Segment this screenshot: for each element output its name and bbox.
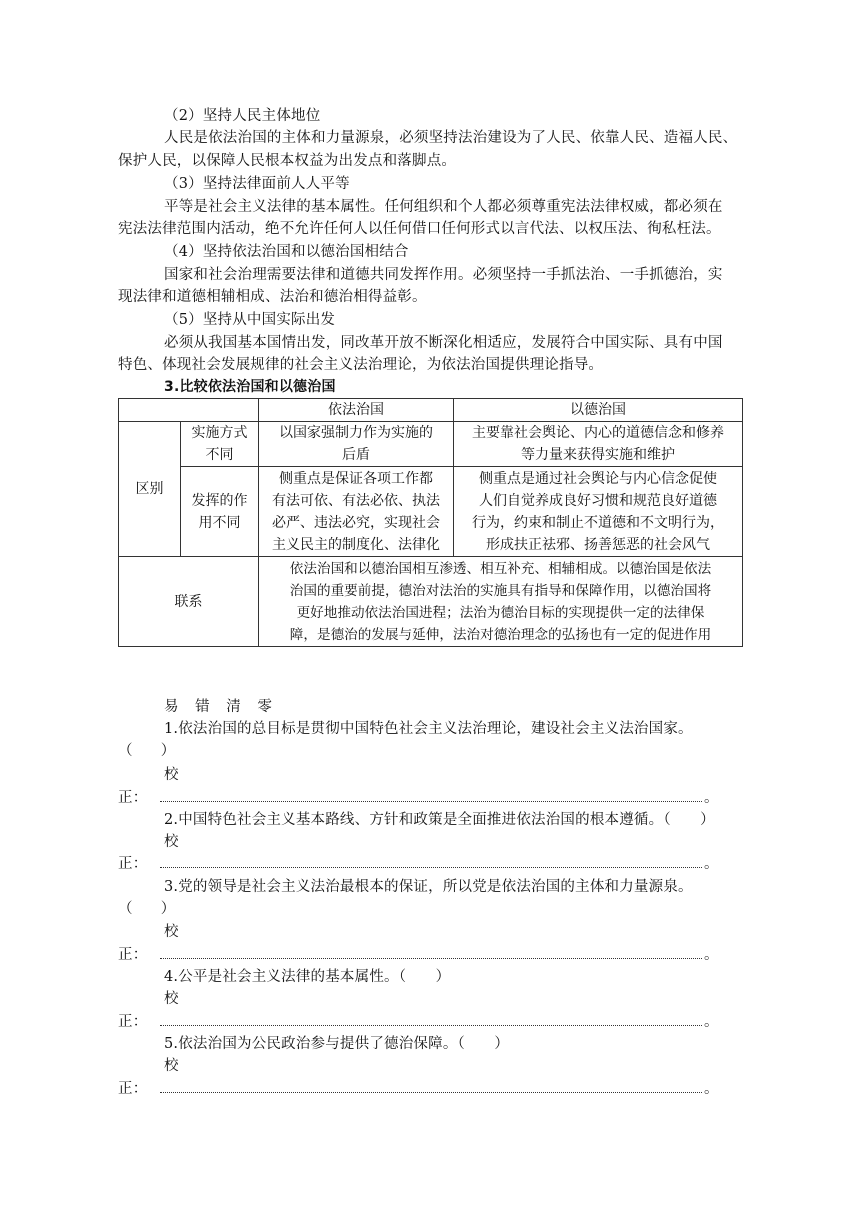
correction-blank-5[interactable] [160, 1091, 702, 1093]
answer-paren-3[interactable] [118, 898, 175, 920]
quiz-question-2: 2.中国特色社会主义基本路线、方针和政策是全面推进依法治国的根本遵循。（ ） [164, 812, 715, 828]
row2-label [181, 467, 259, 557]
cell-line: 有法可依、有法必依、执法 [272, 492, 440, 509]
cell-line: 障，是德治的发展与延伸，法治对德治理念的弘扬也有一定的促进作用 [289, 626, 712, 643]
section-2-body-line-2: 保护人民，以保障人民根本权益为出发点和落脚点。 [118, 153, 457, 169]
paren-close: ） [160, 743, 176, 759]
correction-label: 校 [164, 924, 179, 940]
section-5-body-line-1: 必须从我国基本国情出发，同改革开放不断深化相适应，发展符合中国实际、具有中国 [164, 335, 723, 351]
correction-blank-1[interactable] [160, 800, 702, 802]
table-header-row [119, 399, 743, 422]
table-row [119, 557, 743, 647]
row2-label-line: 用不同 [198, 514, 241, 531]
answer-paren-1[interactable] [118, 740, 175, 762]
correction-label-suffix: 正： [118, 1014, 148, 1030]
cell-line: 形成扶正祛邪、扬善惩恶的社会风气 [486, 536, 710, 553]
quiz-question-3: 3.党的领导是社会主义法治最根本的保证，所以党是依法治国的主体和力量源泉。 [164, 879, 693, 895]
table-row [119, 422, 743, 467]
correction-label: 校 [164, 767, 179, 783]
row1-fazhi [259, 422, 454, 467]
row1-label-line: 不同 [205, 447, 234, 463]
section-5-title: （5）坚持从中国实际出发 [164, 312, 336, 328]
paren-open: （ [118, 743, 133, 759]
row2-dezhi [454, 467, 743, 557]
row1-label-line: 实施方式 [191, 425, 248, 441]
correction-blank-3[interactable] [160, 957, 702, 959]
cell-line: 依法治国和以德治国相互渗透、相互补充、相辅相成。以德治国是依法 [289, 560, 712, 577]
cell-line: 必严、违法必究，实现社会 [272, 514, 440, 531]
correction-label-suffix: 正： [118, 790, 148, 806]
section-4-title: （4）坚持依法治国和以德治国相结合 [164, 244, 409, 260]
end-mark: 。 [704, 947, 719, 963]
cell-line: 侧重点是通过社会舆论与内心信念促使 [479, 470, 717, 487]
correction-blank-2[interactable] [160, 866, 702, 868]
cell-line: 等力量来获得实施和维护 [521, 447, 675, 463]
table-row [119, 467, 743, 557]
comparison-table [118, 398, 743, 647]
end-mark: 。 [704, 790, 719, 806]
end-mark: 。 [704, 1014, 719, 1030]
cell-line: 主要靠社会舆论、内心的道德信念和修养 [472, 425, 724, 441]
row2-label-line: 发挥的作 [191, 492, 248, 509]
table-corner-cell [119, 399, 259, 422]
cell-line: 以国家强制力作为实施的 [279, 425, 433, 441]
paren-open: （ [118, 901, 133, 917]
compare-heading: 3.比较依法治国和以德治国 [164, 379, 336, 395]
diff-label: 区别 [119, 422, 181, 557]
row1-dezhi [454, 422, 743, 467]
correction-label-suffix: 正： [118, 1081, 148, 1097]
section-5-body-line-2: 特色、体现社会发展规律的社会主义法治理论，为依法治国提供理论指导。 [118, 357, 604, 373]
correction-label-suffix: 正： [118, 856, 148, 872]
section-4-body-line-2: 现法律和道德相辅相成、法治和德治相得益彰。 [118, 289, 427, 305]
end-mark: 。 [704, 1081, 719, 1097]
end-mark: 。 [704, 856, 719, 872]
row1-label [181, 422, 259, 467]
section-3-body-line-2: 宪法法律范围内活动，绝不允许任何人以任何借口任何形式以言代法、以权压法、徇私枉法。 [118, 221, 721, 237]
correction-blank-4[interactable] [160, 1024, 702, 1026]
section-3-body-line-1: 平等是社会主义法律的基本属性。任何组织和个人都必须尊重宪法法律权威，都必须在 [164, 199, 723, 215]
paren-close: ） [160, 901, 176, 917]
section-2-title: （2）坚持人民主体地位 [164, 108, 321, 124]
quiz-question-1: 1.依法治国的总目标是贯彻中国特色社会主义法治理论，建设社会主义法治国家。 [164, 721, 693, 737]
cell-line: 主义民主的制度化、法律化 [272, 536, 440, 553]
quiz-question-5: 5.依法治国为公民政治参与提供了德治保障。（ ） [164, 1036, 510, 1052]
quiz-title: 易 错 清 零 [164, 699, 278, 715]
cell-line: 人们自觉养成良好习惯和规范良好道德 [479, 492, 717, 509]
correction-label-suffix: 正： [118, 947, 148, 963]
quiz-question-4: 4.公平是社会主义法律的基本属性。（ ） [164, 969, 451, 985]
link-text [259, 557, 743, 647]
link-label: 联系 [119, 557, 259, 647]
header-fazhi: 依法治国 [259, 399, 454, 422]
correction-label: 校 [164, 834, 179, 850]
section-2-body-line-1: 人民是依法治国的主体和力量源泉，必须坚持法治建设为了人民、依靠人民、造福人民、 [164, 130, 738, 146]
cell-line: 治国的重要前提，德治对法治的实施具有指导和保障作用，以德治国将 [289, 582, 712, 599]
cell-line: 行为，约束和制止不道德和不文明行为， [472, 514, 724, 531]
section-4-body-line-1: 国家和社会治理需要法律和道德共同发挥作用。必须坚持一手抓法治、一手抓德治，实 [164, 267, 723, 283]
section-3-title: （3）坚持法律面前人人平等 [164, 176, 350, 192]
correction-label: 校 [164, 991, 179, 1007]
cell-line: 更好地推动依法治国进程；法治为德治目标的实现提供一定的法律保 [296, 604, 705, 621]
cell-line: 侧重点是保证各项工作都 [279, 470, 433, 487]
correction-label: 校 [164, 1058, 179, 1074]
cell-line: 后盾 [342, 447, 370, 463]
row2-fazhi [259, 467, 454, 557]
header-dezhi: 以德治国 [454, 399, 743, 422]
